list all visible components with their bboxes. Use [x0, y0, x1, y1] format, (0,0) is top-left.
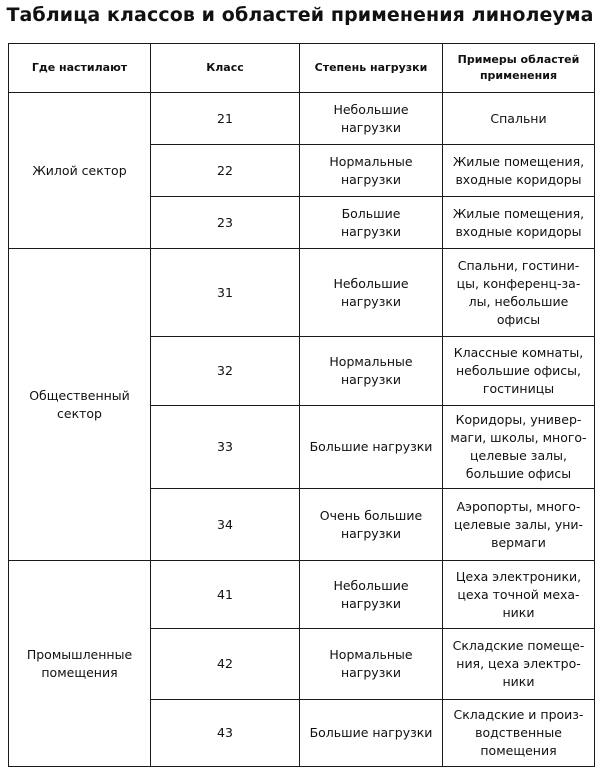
header-examples-line-2: применения	[479, 69, 558, 82]
example-line: лы, небольшие	[468, 293, 569, 309]
example-line: входные коридоры	[455, 171, 582, 187]
load-line: нагрузки	[340, 223, 402, 239]
load-line: нагрузки	[340, 293, 402, 309]
example-line: Складские и произ-	[453, 707, 584, 722]
class-cell: 22	[151, 145, 300, 197]
sector-cell-residential	[9, 93, 151, 249]
load-line: Небольшие	[333, 101, 409, 117]
example-line: ния, цеха электро-	[456, 656, 581, 671]
class-cell: 43	[151, 700, 300, 767]
class-cell: 31	[151, 249, 300, 337]
example-line: гостиницы	[482, 381, 555, 396]
load-cell	[300, 561, 443, 629]
load-cell	[300, 700, 443, 767]
example-line: Цеха электроники,	[455, 568, 582, 584]
example-cell	[443, 406, 595, 489]
example-line: цеха точной меха-	[457, 586, 580, 602]
table-row	[9, 249, 595, 337]
example-line: Классные комнаты,	[453, 345, 584, 360]
linoleum-classes-table	[8, 43, 595, 767]
load-line: нагрузки	[340, 665, 402, 680]
load-cell	[300, 249, 443, 337]
load-cell	[300, 93, 443, 145]
load-line: Небольшие	[333, 577, 409, 593]
load-line: Большие	[341, 205, 401, 221]
example-cell	[443, 489, 595, 561]
class-cell: 21	[151, 93, 300, 145]
load-line: нагрузки	[340, 372, 402, 387]
header-row	[9, 44, 595, 93]
sector-name-line: Жилой сектор	[32, 162, 127, 178]
table-row	[9, 561, 595, 629]
load-cell	[300, 337, 443, 406]
example-line: цы, конференц-за-	[456, 275, 581, 291]
sector-cell-public	[9, 249, 151, 561]
header-where: Где настилают	[9, 44, 151, 93]
example-line: Складские помеще-	[452, 638, 585, 653]
load-line: Небольшие	[333, 275, 409, 291]
example-cell	[443, 93, 595, 145]
example-line: помещения	[480, 743, 557, 758]
load-cell	[300, 406, 443, 489]
load-line: Нормальные	[329, 153, 413, 169]
example-line: большие офисы	[465, 466, 572, 481]
load-cell	[300, 629, 443, 700]
example-line: небольшие офисы,	[456, 363, 581, 378]
load-line: нагрузки	[340, 595, 402, 611]
sector-name-line: Общественный	[29, 387, 130, 403]
example-line: вермаги	[491, 534, 546, 550]
example-line: водственные	[475, 725, 562, 740]
table-title: Таблица классов и областей применения линолеума	[6, 4, 594, 26]
load-cell	[300, 145, 443, 197]
example-line: Жилые помещения,	[452, 205, 585, 221]
example-cell	[443, 629, 595, 700]
header-examples	[443, 44, 595, 93]
example-cell	[443, 700, 595, 767]
load-line: нагрузки	[340, 525, 402, 541]
example-cell	[443, 197, 595, 249]
example-line: Жилые помещения,	[452, 153, 585, 169]
example-line: Коридоры, универ-	[455, 412, 582, 427]
load-line: Очень большие	[319, 507, 423, 523]
example-line: целевые залы, уни-	[453, 516, 584, 532]
example-line: ники	[502, 604, 535, 620]
class-cell: 23	[151, 197, 300, 249]
class-cell: 33	[151, 406, 300, 489]
header-examples-line-1: Примеры областей	[457, 53, 580, 66]
class-cell: 32	[151, 337, 300, 406]
header-class: Класс	[151, 44, 300, 93]
sector-name-line: помещения	[41, 664, 118, 680]
load-cell	[300, 197, 443, 249]
example-line: маги, школы, много-	[450, 430, 587, 445]
example-line: входные коридоры	[455, 223, 582, 239]
class-cell: 34	[151, 489, 300, 561]
load-line: Нормальные	[329, 354, 413, 369]
load-line: Нормальные	[329, 647, 413, 662]
class-cell: 41	[151, 561, 300, 629]
example-line: офисы	[496, 311, 541, 327]
example-line: ники	[502, 674, 535, 689]
example-cell	[443, 145, 595, 197]
example-line: целевые залы,	[470, 448, 567, 463]
load-line: Большие нагрузки	[309, 725, 433, 740]
sector-cell-industrial	[9, 561, 151, 767]
load-line: Большие нагрузки	[309, 439, 433, 454]
table-row	[9, 93, 595, 145]
class-cell: 42	[151, 629, 300, 700]
example-cell	[443, 561, 595, 629]
example-cell	[443, 249, 595, 337]
example-line: Спальни, гостини-	[457, 257, 580, 273]
example-line: Аэропорты, много-	[456, 498, 581, 514]
example-cell	[443, 337, 595, 406]
sector-name-line: сектор	[57, 405, 102, 421]
header-load: Степень нагрузки	[300, 44, 443, 93]
load-line: нагрузки	[340, 119, 402, 135]
load-cell	[300, 489, 443, 561]
example-line: Спальни	[490, 110, 547, 126]
load-line: нагрузки	[340, 171, 402, 187]
sector-name-line: Промышленные	[26, 646, 133, 662]
